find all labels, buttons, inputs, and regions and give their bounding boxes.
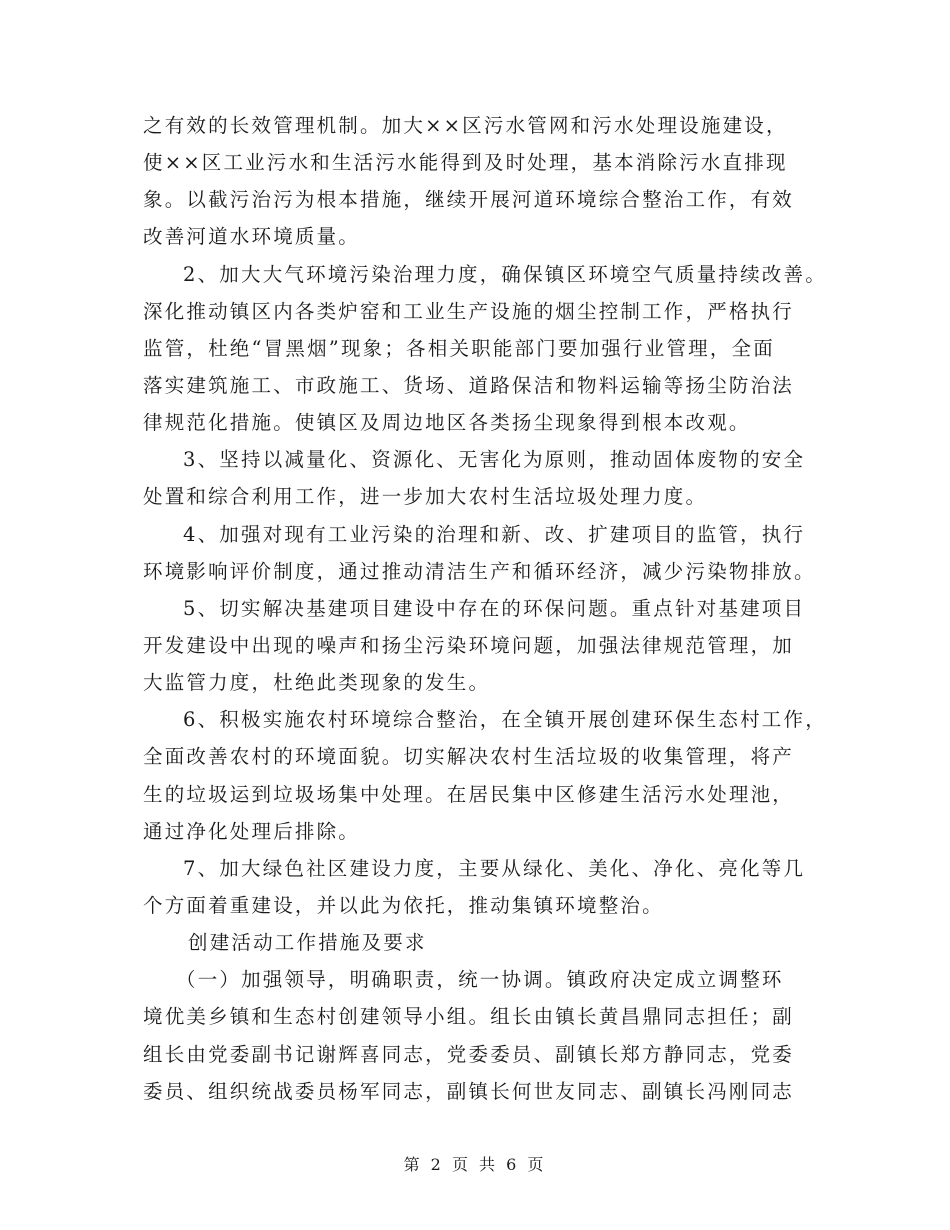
paragraph-start: （一）加强领导，明确职责，统一协调。镇政府决定成立调整环 xyxy=(176,968,784,991)
text-line: 大监管力度，杜绝此类现象的发生。 xyxy=(143,671,491,694)
text-line: 监管，杜绝“冒黑烟”现象；各相关职能部门要加强行业管理，全面 xyxy=(143,337,775,360)
text-line: 委员、组织统战委员杨军同志，副镇长何世友同志、副镇长冯刚同志 xyxy=(143,1080,795,1103)
text-line: 律规范化措施。使镇区及周边地区各类扬尘现象得到根本改观。 xyxy=(143,411,751,434)
text-line: 环境影响评价制度，通过推动清洁生产和循环经济，减少污染物排放。 xyxy=(143,560,816,583)
paragraph-start: 5、切实解决基建项目建设中存在的环保问题。重点针对基建项目 xyxy=(183,597,806,620)
text-line: 生的垃圾运到垃圾场集中处理。在居民集中区修建生活污水处理池， xyxy=(143,783,795,806)
paragraph-start: 2、加大大气环境污染治理力度，确保镇区环境空气质量持续改善。 xyxy=(183,263,827,286)
text-line: 组长由党委副书记谢辉喜同志，党委委员、副镇长郑方静同志，党委 xyxy=(143,1043,795,1066)
paragraph-start: 3、坚持以减量化、资源化、无害化为原则，推动固体废物的安全 xyxy=(183,448,806,471)
text-line: 境优美乡镇和生态村创建领导小组。组长由镇长黄昌鼎同志担任；副 xyxy=(143,1005,795,1028)
text-line: 落实建筑施工、市政施工、货场、道路保洁和物料运输等扬尘防治法 xyxy=(143,374,795,397)
section-heading: 创建活动工作措施及要求 xyxy=(188,931,427,954)
text-line: 处置和综合利用工作，进一步加大农村生活垃圾处理力度。 xyxy=(143,485,708,508)
page-number-footer: 第 2 页 共 6 页 xyxy=(403,1155,547,1174)
paragraph-start: 6、积极实施农村环境综合整治，在全镇开展创建环保生态村工作， xyxy=(183,708,827,731)
text-line: 开发建设中出现的噪声和扬尘污染环境问题，加强法律规范管理，加 xyxy=(143,634,795,657)
text-line: 通过净化处理后排除。 xyxy=(143,820,361,843)
text-line: 个方面着重建设，并以此为依托，推动集镇环境整治。 xyxy=(143,894,664,917)
text-line: 使××区工业污水和生活污水能得到及时处理，基本消除污水直排现 xyxy=(143,151,788,174)
paragraph-start: 7、加大绿色社区建设力度，主要从绿化、美化、净化、亮化等几 xyxy=(183,857,806,880)
text-line: 象。以截污治污为根本措施，继续开展河道环境综合整治工作，有效 xyxy=(143,188,795,211)
text-line: 全面改善农村的环境面貌。切实解决农村生活垃圾的收集管理，将产 xyxy=(143,745,795,768)
text-line: 深化推动镇区内各类炉窑和工业生产设施的烟尘控制工作，严格执行 xyxy=(143,300,795,323)
text-line: 之有效的长效管理机制。加大××区污水管网和污水处理设施建设， xyxy=(143,114,788,137)
paragraph-start: 4、加强对现有工业污染的治理和新、改、扩建项目的监管，执行 xyxy=(183,523,806,546)
text-line: 改善河道水环境质量。 xyxy=(143,225,361,248)
